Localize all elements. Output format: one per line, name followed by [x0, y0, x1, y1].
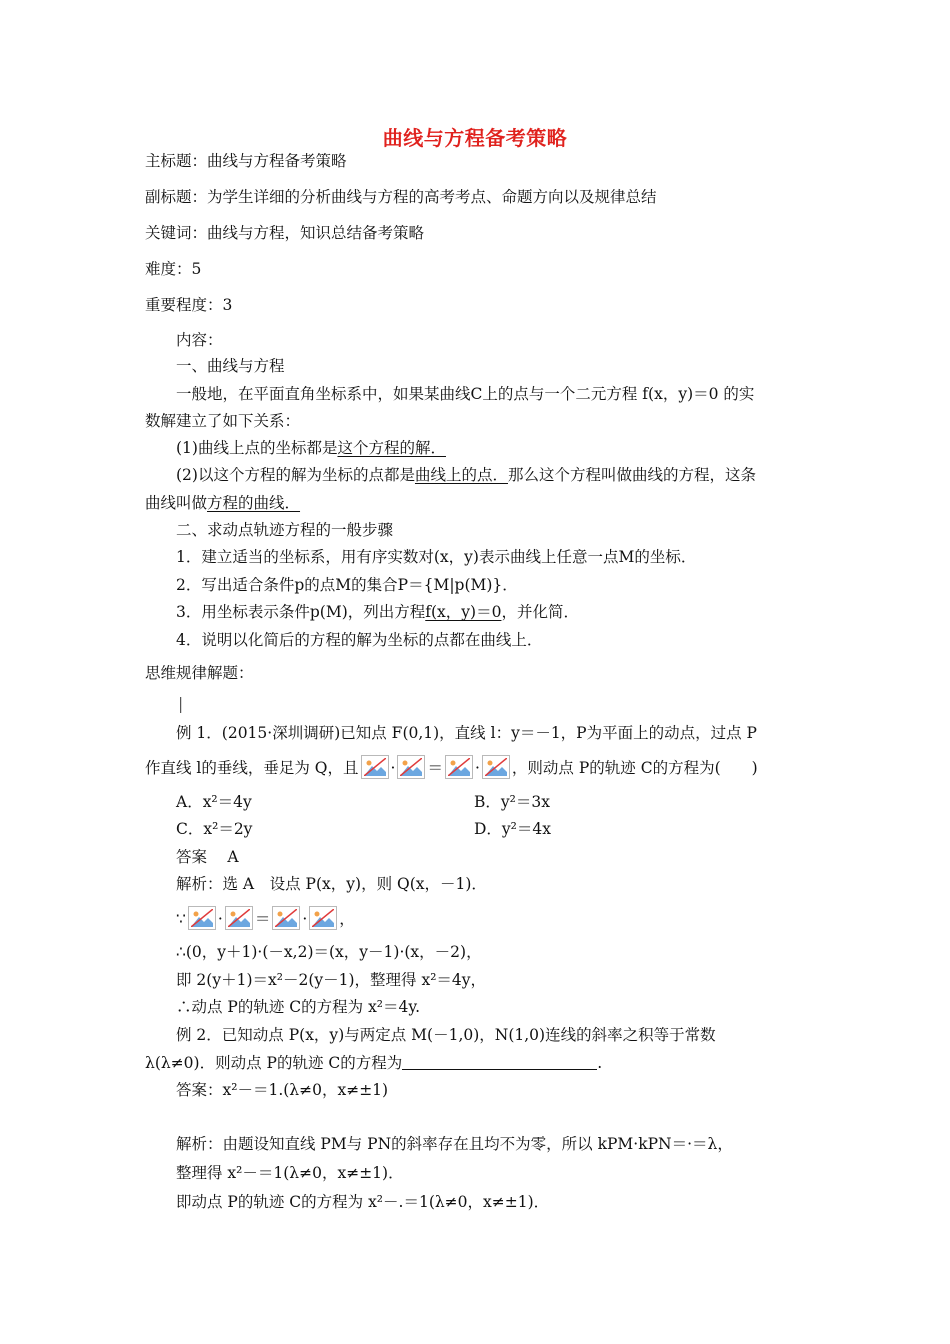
broken-image-icon — [482, 755, 510, 779]
section2-heading: 二、求动点轨迹方程的一般步骤 — [176, 521, 394, 539]
content-label: 内容： — [176, 331, 223, 349]
example2-solution-line3: 即动点 P的轨迹 C的方程为 x²－.＝1(λ≠0，x≠±1)． — [176, 1193, 550, 1211]
example1-line1: 例 1．(2015·深圳调研)已知点 F(0,1)，直线 l：y＝－1，P为平面上的动点，过点 P — [176, 724, 757, 742]
item2-text-after: 那么这个方程叫做曲线的方程，这条 — [507, 466, 756, 484]
item1-text: (1)曲线上点的坐标都是 — [176, 439, 338, 457]
because-symbol: ∵ — [176, 910, 186, 928]
example2-line2-tail: . — [597, 1054, 603, 1072]
broken-image-icon — [445, 755, 473, 779]
text-cursor: | — [178, 695, 184, 713]
example1-solution-line3: ∴(0，y＋1)·(－x,2)＝(x，y－1)·(x，－2)， — [176, 943, 482, 961]
example2-answer: 答案：x²－＝1.(λ≠0，x≠±1) — [176, 1081, 389, 1099]
section1-para-line2: 数解建立了如下关系： — [145, 412, 301, 430]
broken-image-icon — [397, 755, 425, 779]
equals-sign: ＝ — [427, 759, 443, 777]
item1-underlined: 这个方程的解． — [337, 439, 446, 457]
step3-text: 3．用坐标表示条件p(M)，列出方程 — [176, 603, 426, 621]
section1-para-line1: 一般地，在平面直角坐标系中，如果某曲线C上的点与一个二元方程 f(x，y)＝0 的实 — [176, 385, 755, 403]
step-1: 1．建立适当的坐标系，用有序实数对(x，y)表示曲线上任意一点M的坐标． — [176, 548, 697, 566]
broken-image-icon — [309, 906, 337, 930]
meta-difficulty: 难度：5 — [145, 260, 202, 278]
broken-image-icon — [361, 755, 389, 779]
step-2: 2．写出适合条件p的点M的集合P＝{M|p(M)}． — [176, 576, 518, 594]
dot-operator: · — [474, 759, 480, 777]
dot-operator: · — [302, 910, 308, 928]
option-b: B．y²＝3x — [474, 793, 550, 811]
item2-line2-text: 曲线叫做 — [145, 494, 208, 512]
meta-subtitle: 副标题：为学生详细的分析曲线与方程的高考考点、命题方向以及规律总结 — [145, 188, 657, 206]
page-title: 曲线与方程备考策略 — [382, 126, 568, 150]
option-c: C．x²＝2y — [176, 820, 253, 838]
example1-solution-line5: ∴动点 P的轨迹 C的方程为 x²＝4y. — [176, 998, 421, 1016]
meta-main-title: 主标题：曲线与方程备考策略 — [145, 152, 347, 170]
thinking-heading: 思维规律解题： — [145, 664, 254, 682]
example2-solution-line1: 解析：由题设知直线 PM与 PN的斜率存在且均不为零，所以 kPM·kPN＝·＝λ， — [176, 1135, 733, 1153]
example1-line2-tail: ，则动点 P的轨迹 C的方程为( ) — [511, 759, 758, 777]
example1-answer: 答案 A — [176, 848, 239, 866]
meta-importance: 重要程度：3 — [145, 296, 233, 314]
dot-operator: · — [217, 910, 223, 928]
example2-line1: 例 2．已知动点 P(x，y)与两定点 M(－1,0)，N(1,0)连线的斜率之积等于常数 — [176, 1026, 716, 1044]
step-4: 4．说明以化简后的方程的解为坐标的点都在曲线上． — [176, 631, 543, 649]
option-d: D．y²＝4x — [474, 820, 552, 838]
example1-line2-text: 作直线 l的垂线，垂足为 Q，且 — [145, 759, 359, 777]
example1-solution-line4: 即 2(y＋1)＝x²－2(y－1)，整理得 x²＝4y， — [176, 971, 487, 989]
comma: ， — [339, 910, 355, 928]
example1-solution-line2 — [176, 906, 355, 930]
section1-heading: 一、曲线与方程 — [176, 357, 285, 375]
example2-solution-line2: 整理得 x²－＝1(λ≠0，x≠±1)． — [176, 1164, 404, 1182]
section1-item1 — [176, 437, 446, 459]
option-a: A．x²＝4y — [176, 793, 252, 811]
dot-operator: · — [390, 759, 396, 777]
broken-image-icon — [272, 906, 300, 930]
section1-item2-line2 — [145, 492, 300, 514]
item2-text: (2)以这个方程的解为坐标的点都是 — [176, 466, 415, 484]
equals-sign: ＝ — [254, 910, 271, 928]
step3-text-after: ，并化简． — [501, 603, 579, 621]
broken-image-icon — [225, 906, 253, 930]
step3-underlined: f(x，y)＝0 — [425, 603, 502, 621]
example2-line2-text: λ(λ≠0)．则动点 P的轨迹 C的方程为 — [145, 1054, 403, 1072]
broken-image-icon — [188, 906, 216, 930]
meta-keywords: 关键词：曲线与方程，知识总结备考策略 — [145, 224, 425, 242]
item2-line2-underlined: 方程的曲线． — [207, 494, 301, 512]
example1-line2 — [145, 755, 758, 779]
item2-underlined: 曲线上的点． — [414, 466, 508, 484]
step-3 — [176, 601, 579, 623]
section1-item2 — [176, 464, 756, 486]
answer-blank — [402, 1053, 597, 1070]
example1-solution-line1: 解析：选 A 设点 P(x，y)，则 Q(x，－1)． — [176, 875, 487, 893]
example2-line2 — [145, 1052, 602, 1074]
